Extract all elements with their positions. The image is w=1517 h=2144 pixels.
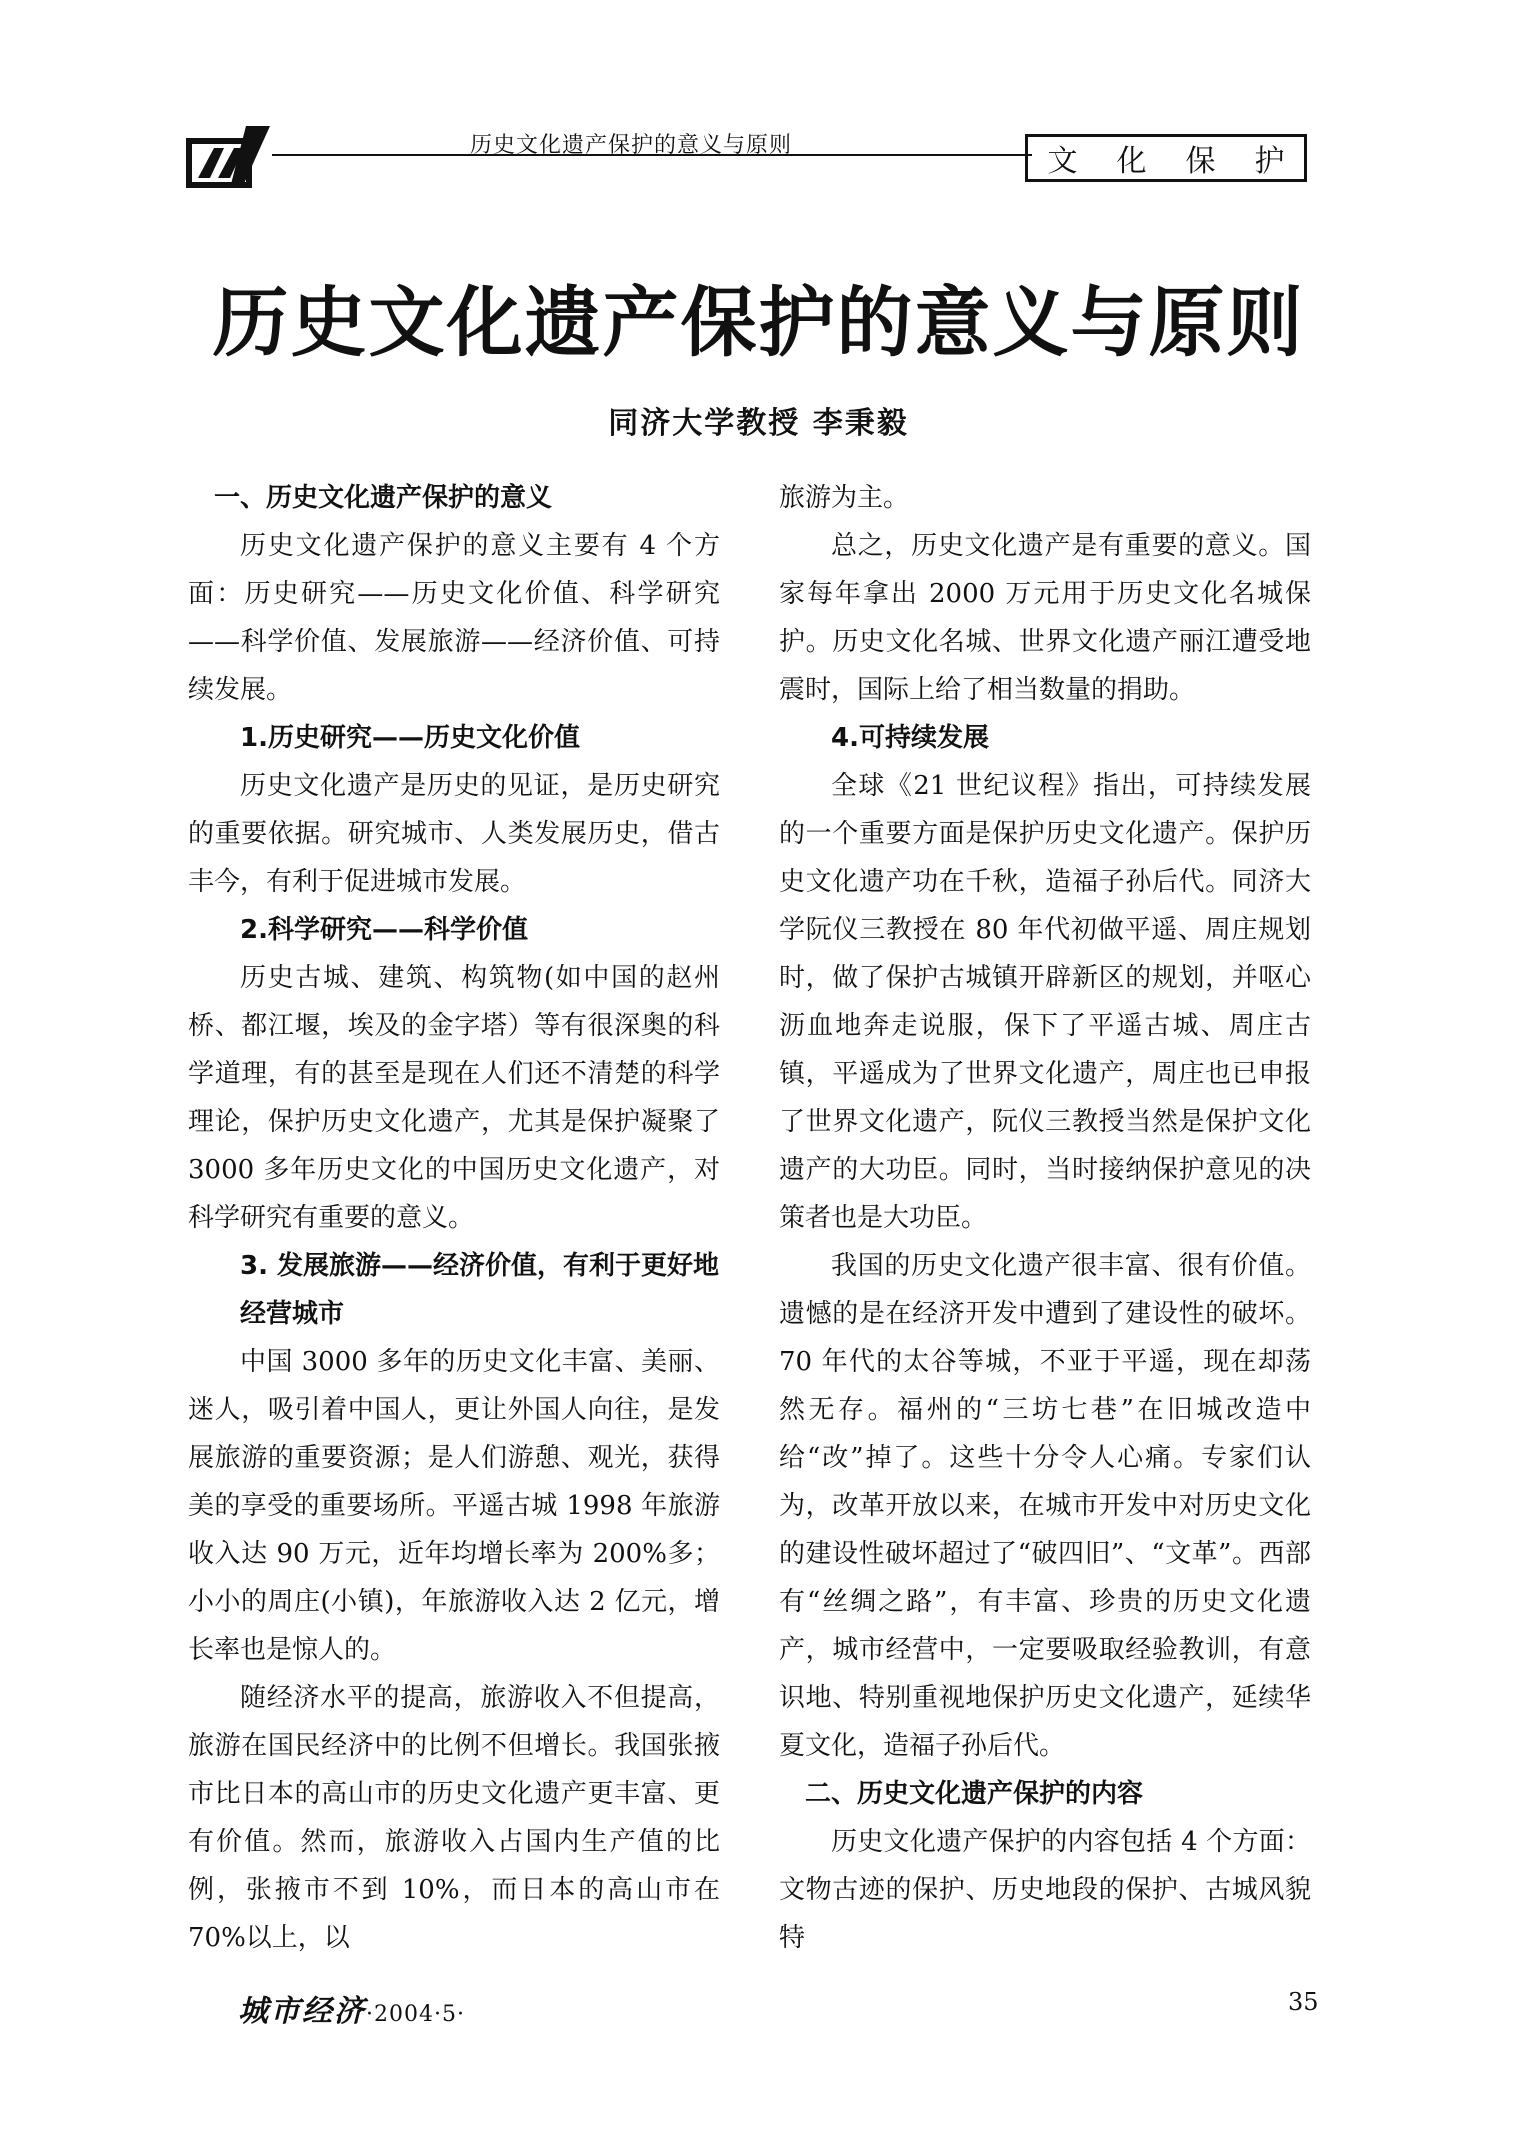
section-tag-char: 文 bbox=[1047, 144, 1078, 179]
journal-issue: ·2004·5· bbox=[366, 2002, 465, 2027]
section-tag-char: 护 bbox=[1254, 144, 1285, 179]
journal-name: 城市经济 bbox=[238, 1994, 366, 2029]
subsection-heading: 1.历史研究——历史文化价值 bbox=[240, 723, 580, 753]
subsection-heading: 2.科学研究——科学价值 bbox=[240, 915, 528, 945]
paragraph: 历史文化遗产保护的内容包括 4 个方面：文物古迹的保护、历史地段的保护、古城风貌特 bbox=[779, 1827, 1311, 1953]
section-tag bbox=[1025, 134, 1307, 182]
paragraph: 总之，历史文化遗产是有重要的意义。国家每年拿出 2000 万元用于历史文化名城保护。历史文化名城、世界文化遗产丽江遭受地震时，国际上给了相当数量的捐助。 bbox=[779, 531, 1311, 705]
paragraph: 历史文化遗产是历史的见证，是历史研究的重要依据。研究城市、人类发展历史，借古丰今，有利于促进城市发展。 bbox=[188, 771, 720, 897]
paragraph: 历史文化遗产保护的意义主要有 4 个方面：历史研究——历史文化价值、科学研究——科学价值、发展旅游——经济价值、可持续发展。 bbox=[188, 531, 720, 705]
journal-logo-icon bbox=[184, 124, 272, 190]
paragraph: 中国 3000 多年的历史文化丰富、美丽、迷人，吸引着中国人，更让外国人向往，是发展旅游的重要资源；是人们游憩、观光，获得美的享受的重要场所。平遥古城 1998 年旅游收入达 90 万元，近年均增长率为 200%多；小小的周庄(小镇)，年旅游收入达 2 亿元，增长率也是惊人的。 bbox=[188, 1347, 720, 1665]
running-title: 历史文化遗产保护的意义与原则 bbox=[470, 133, 793, 158]
paragraph: 全球《21 世纪议程》指出，可持续发展的一个重要方面是保护历史文化遗产。保护历史文化遗产功在千秋，造福子孙后代。同济大学阮仪三教授在 80 年代初做平遥、周庄规划时，做了保护古城镇开辟新区的规划，并呕心沥血地奔走说服，保下了平遥古城、周庄古镇，平遥成为了世界文化遗产，周庄也已申报了世界文化遗产，阮仪三教授当然是保护文化遗产的大功臣。同时，当时接纳保护意见的决策者也是大功臣。 bbox=[779, 771, 1311, 1233]
article-title: 历史文化遗产保护的意义与原则 bbox=[212, 278, 1305, 367]
paragraph: 我国的历史文化遗产很丰富、很有价值。遗憾的是在经济开发中遭到了建设性的破坏。70 年代的太谷等城，不亚于平遥，现在却荡然无存。福州的“三坊七巷”在旧城改造中给“改”掉了。这些十分令人心痛。专家们认为，改革开放以来，在城市开发中对历史文化的建设性破坏超过了“破四旧”、“文革”。西部有“丝绸之路”，有丰富、珍贵的历史文化遗产，城市经营中，一定要吸取经验教训，有意识地、特别重视地保护历史文化遗产，延续华夏文化，造福子孙后代。 bbox=[779, 1251, 1311, 1761]
section-heading: 一、历史文化遗产保护的意义 bbox=[214, 483, 553, 513]
left-column bbox=[188, 474, 720, 1962]
section-tag-char: 保 bbox=[1185, 144, 1216, 179]
subsection-heading: 3. 发展旅游——经济价值，有利于更好地经营城市 bbox=[240, 1251, 720, 1329]
footer-journal bbox=[238, 1986, 465, 2030]
paragraph: 旅游为主。 bbox=[779, 483, 910, 513]
page-number: 35 bbox=[1288, 1988, 1319, 2016]
subsection-heading: 4.可持续发展 bbox=[831, 723, 989, 753]
section-heading: 二、历史文化遗产保护的内容 bbox=[805, 1779, 1144, 1809]
page-header bbox=[0, 0, 1517, 190]
article-author: 同济大学教授 李秉毅 bbox=[608, 406, 909, 441]
section-tag-char: 化 bbox=[1116, 144, 1147, 179]
right-column bbox=[779, 474, 1311, 1962]
paragraph: 历史古城、建筑、构筑物(如中国的赵州桥、都江堰，埃及的金字塔）等有很深奥的科学道理，有的甚至是现在人们还不清楚的科学理论，保护历史文化遗产，尤其是保护凝聚了 3000 多年历史文化的中国历史文化遗产，对科学研究有重要的意义。 bbox=[188, 963, 720, 1233]
paragraph: 随经济水平的提高，旅游收入不但提高，旅游在国民经济中的比例不但增长。我国张掖市比日本的高山市的历史文化遗产更丰富、更有价值。然而，旅游收入占国内生产值的比例，张掖市不到 10%，而日本的高山市在 70%以上，以 bbox=[188, 1683, 720, 1953]
